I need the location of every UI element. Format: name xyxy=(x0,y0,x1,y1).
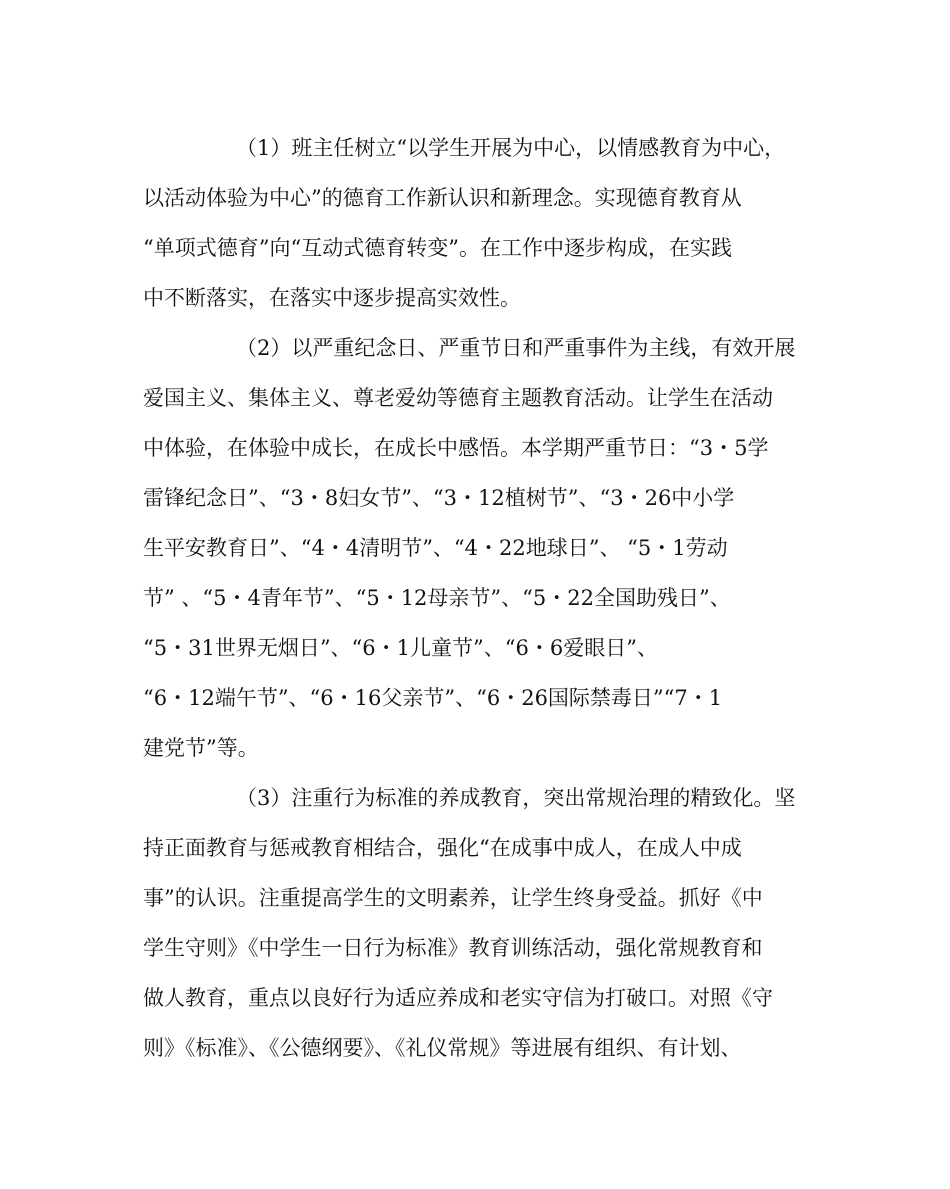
paragraph-2-line-1: （2）以严重纪念日、严重节日和严重事件为主线，有效开展 xyxy=(236,336,796,360)
paragraph-3-line-5: 做人教育，重点以良好行为适应养成和老实守信为打破口。对照《守 xyxy=(143,986,773,1010)
paragraph-1-line-3: “单项式德育”向“互动式德育转变”。在工作中逐步构成，在实践 xyxy=(143,236,732,260)
paragraph-2-line-3: 中体验，在体验中成长，在成长中感悟。本学期严重节日：“3・5学 xyxy=(143,436,769,460)
paragraph-1-line-1: （1）班主任树立“以学生开展为中心，以情感教育为中心， xyxy=(236,136,786,160)
paragraph-2-line-4: 雷锋纪念日”、“3・8妇女节”、“3・12植树节”、“3・26中小学 xyxy=(143,486,735,510)
paragraph-2-line-9: 建党节”等。 xyxy=(143,736,259,760)
paragraph-1-line-2: 以活动体验为中心”的德育工作新认识和新理念。实现德育教育从 xyxy=(143,186,742,210)
paragraph-3-line-6: 则》《标准》、《公德纲要》、《礼仪常规》等进展有组织、有计划、 xyxy=(143,1036,742,1060)
paragraph-3-line-4: 学生守则》《中学生一日行为标准》教育训练活动，强化常规教育和 xyxy=(143,936,763,960)
paragraph-3-line-2: 持正面教育与惩戒教育相结合，强化“在成事中成人，在成人中成 xyxy=(143,836,742,860)
paragraph-3-line-1: （3）注重行为标准的养成教育，突出常规治理的精致化。坚 xyxy=(236,786,796,810)
paragraph-3-line-3: 事”的认识。注重提高学生的文明素养，让学生终身受益。抓好《中 xyxy=(143,886,763,910)
paragraph-2-line-5: 生平安教育日”、“4・4清明节”、“4・22地球日”、 “5・1劳动 xyxy=(143,536,728,560)
paragraph-2-line-6: 节” 、“5・4青年节”、“5・12母亲节”、“5・22全国助残日”、 xyxy=(143,586,731,610)
paragraph-2-line-2: 爱国主义、集体主义、尊老爱幼等德育主题教育活动。让学生在活动 xyxy=(143,386,773,410)
paragraph-2-line-8: “6・12端午节”、“6・16父亲节”、“6・26国际禁毒日”“7・1 xyxy=(143,686,723,710)
paragraph-1-line-4: 中不断落实，在落实中逐步提高实效性。 xyxy=(143,286,521,310)
paragraph-2-line-7: “5・31世界无烟日”、“6・1儿童节”、“6・6爱眼日”、 xyxy=(143,636,658,660)
